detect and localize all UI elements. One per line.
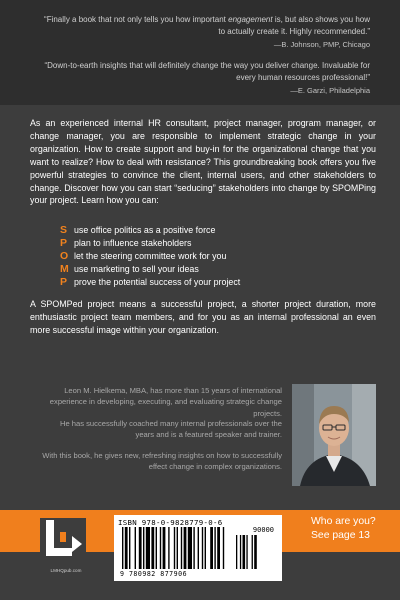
spomp-item — [60, 223, 360, 236]
spomp-list — [60, 223, 360, 289]
spomp-letter: P — [60, 236, 68, 249]
publisher-logo-icon — [40, 518, 86, 564]
spomp-letter: M — [60, 263, 69, 276]
author-portrait-icon — [292, 384, 376, 486]
review-quote-2-attribution: —E. Garzi, Philadelphia — [290, 86, 370, 95]
spomp-item-text: plan to influence stakeholders — [74, 237, 192, 248]
ean-number: 9 780982 877906 — [120, 570, 188, 578]
review-quote-2-text: “Down-to-earth insights that will definitely change the way you deliver change. Invaluable for every human resources professional!” — [44, 61, 370, 82]
spomp-letter: S — [60, 223, 68, 236]
spomp-letter: P — [60, 276, 68, 289]
spomp-item — [60, 263, 360, 276]
review-quote-1-attribution: —B. Johnson, PMP, Chicago — [273, 40, 370, 49]
spomp-item — [60, 276, 360, 289]
author-bio-paragraph: With this book, he gives new, refreshing insights on how to successfully effect change in complex organizations. — [42, 451, 282, 472]
spomp-item-text: let the steering committee work for you — [74, 250, 227, 261]
closing-paragraph: A SPOMPed project means a successful project, a shorter project duration, more enthusiastic project team members, and for you as an internal professional an even more successful image within your organization. — [30, 299, 376, 335]
isbn-number: ISBN 978-0-9828779-0-6 — [118, 518, 223, 527]
review-quote-1 — [40, 14, 370, 51]
review-quote-2 — [40, 60, 370, 97]
publisher-site: LMHQpub.com — [50, 568, 82, 573]
callout-question: Who are you? — [311, 516, 376, 527]
price-code: 90000 — [252, 526, 274, 534]
review-quote-1-text: “Finally a book that not only tells you how important engagement is, but also shows you how to actually create it. Highly recommended.” — [44, 15, 370, 36]
spomp-letter: O — [60, 249, 69, 262]
barcode-bars-icon — [120, 527, 278, 571]
spomp-item-text: use office politics as a positive force — [74, 224, 216, 235]
spomp-item — [60, 236, 360, 249]
spomp-item — [60, 249, 360, 262]
spomp-item-text: use marketing to sell your ideas — [74, 264, 199, 275]
author-bio-paragraph: Leon M. Hielkema, MBA, has more than 15 years of international experience in developing, executing, and evaluating strategic change projects. — [49, 386, 282, 418]
spomp-item-text: prove the potential success of your project — [74, 277, 241, 288]
intro-paragraph: As an experienced internal HR consultant, project manager, program manager, or change manager, you are responsible to implement strategic change in your organization. How to create support and buy-in for the organizational change that you want to realize? How to deal with resistance? This groundbreaking book offers you five powerful strategies to convince the client, internal users, and other stakeholders to change. Discover how you can start “seducing” stakeholders into change by SPOMPing your project. Learn how you can: — [30, 118, 376, 206]
author-photo — [292, 384, 376, 486]
author-bio-paragraph: He has successfully coached many internal professionals over the years and is a featured speaker and trainer. — [59, 419, 282, 440]
callout-page-reference: See page 13 — [311, 530, 370, 541]
isbn-barcode — [114, 515, 282, 581]
